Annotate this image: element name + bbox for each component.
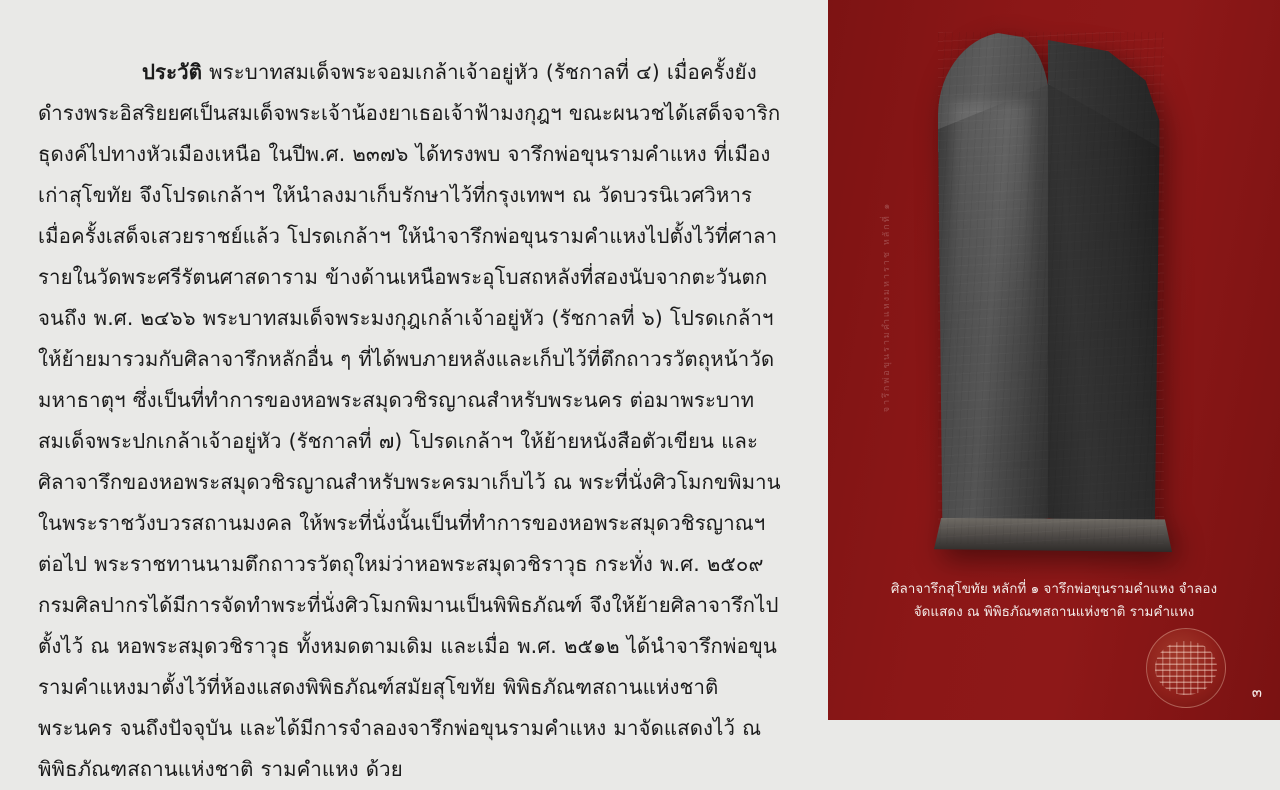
figure-caption [828,578,1280,624]
stele-base [934,518,1172,552]
body-paragraph-text: พระบาทสมเด็จพระจอมเกล้าเจ้าอยู่หัว (รัชกาลที่ ๔) เมื่อครั้งยังดำรงพระอิสริยยศเป็นสมเด็จพระเจ้าน้องยาเธอเจ้าฟ้ามงกุฎฯ ขณะผนวชได้เสด็จจาริกธุดงค์ไปทางหัวเมืองเหนือ ในปีพ.ศ. ๒๓๗๖ ได้ทรงพบ จารึกพ่อขุนรามคำแหง ที่เมืองเก่าสุโขทัย จึงโปรดเกล้าฯ ให้นำลงมาเก็บรักษาไว้ที่กรุงเทพฯ ณ วัดบวรนิเวศวิหาร เมื่อครั้งเสด็จเสวยราชย์แล้ว โปรดเกล้าฯ ให้นำจารึกพ่อขุนรามคำแหงไปตั้งไว้ที่ศาลารายในวัดพระศรีรัตนศาสดาราม ข้างด้านเหนือพระอุโบสถหลังที่สองนับจากตะวันตก จนถึง พ.ศ. ๒๔๖๖ พระบาทสมเด็จพระมงกุฎเกล้าเจ้าอยู่หัว (รัชกาลที่ ๖) โปรดเกล้าฯ ให้ย้ายมารวมกับศิลาจารึกหลักอื่น ๆ ที่ได้พบภายหลังและเก็บไว้ที่ตึกถาวรวัตถุหน้าวัดมหาธาตุฯ ซึ่งเป็นที่ทำการของหอพระสมุดวชิรญาณสำหรับพระนคร ต่อมาพระบาทสมเด็จพระปกเกล้าเจ้าอยู่หัว (รัชกาลที่ ๗) โปรดเกล้าฯ ให้ย้ายหนังสือตัวเขียน และศิลาจารึกของหอพระสมุดวชิรญาณสำหรับพระครมาเก็บไว้ ณ พระที่นั่งศิวโมกขพิมาน ในพระราชวังบวรสถานมงคล ให้พระที่นั่งนั้นเป็นที่ทำการของหอพระสมุดวชิรญาณฯ ต่อไป พระราชทานนามตึกถาวรวัตถุใหม่ว่าหอพระสมุดวชิราวุธ กระทั่ง พ.ศ. ๒๕๐๙ กรมศิลปากรได้มีการจัดทำพระที่นั่งศิวโมกพิมานเป็นพิพิธภัณฑ์ จึงให้ย้ายศิลาจารึกไปตั้งไว้ ณ หอพระสมุดวชิราวุธ ทั้งหมดตามเดิม และเมื่อ พ.ศ. ๒๕๑๒ ได้นำจารึกพ่อขุนรามคำแหงมาตั้งไว้ที่ห้องแสดงพิพิธภัณฑ์สมัยสุโขทัย พิพิธภัณฑสถานแห่งชาติ พระนคร จนถึงปัจจุบัน และได้มีการจำลองจารึกพ่อขุนรามคำแหง มาจัดแสดงไว้ ณ พิพิธภัณฑสถานแห่งชาติ รามคำแหง ด้วย [38,60,781,782]
body-paragraph [38,52,784,790]
stele-face-right [1048,84,1164,536]
figure-caption-line-1: ศิลาจารึกสุโขทัย หลักที่ ๑ จารึกพ่อขุนรามคำแหง จำลอง [890,581,1218,597]
stele-highlight [952,102,1030,482]
stele-photo [828,14,1280,562]
stone-inscription-image [938,32,1164,544]
figure-caption-line-2: จัดแสดง ณ พิพิธภัณฑสถานแห่งชาติ รามคำแหง [913,604,1195,620]
lead-term: ประวัติ [142,60,203,85]
seal-engraving [1155,641,1217,695]
figure-panel [828,0,1280,720]
institution-seal-icon [1146,628,1226,708]
page-number: ๓ [1251,683,1262,701]
vertical-watermark-text: จารึกพ่อขุนรามคำแหงมหาราช หลักที่ ๑ [882,201,892,413]
